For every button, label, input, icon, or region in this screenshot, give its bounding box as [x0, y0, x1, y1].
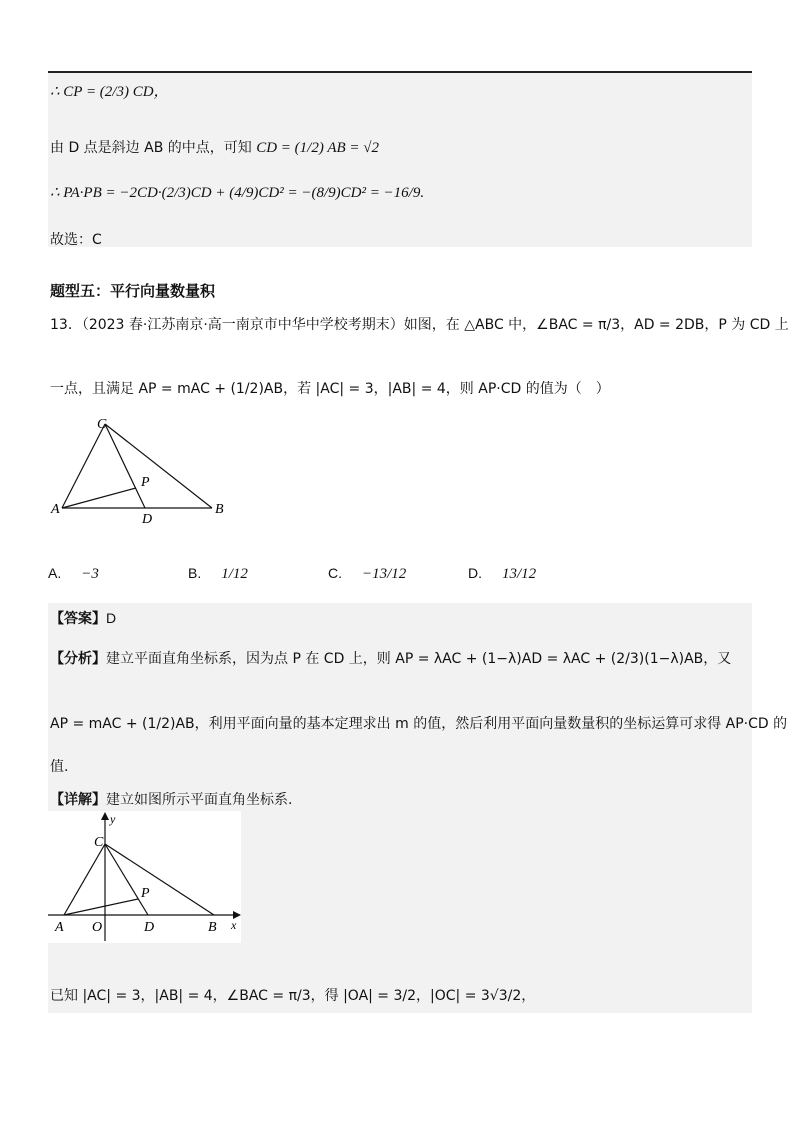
option-d-value: 13/12 — [502, 566, 537, 582]
detail-given-line: 已知 |AC| = 3，|AB| = 4，∠BAC = π/3，得 |OA| = 3/2，|OC| = 3√3/2， — [50, 988, 536, 1004]
option-d[interactable] — [468, 565, 536, 583]
prev-solution-line2 — [50, 137, 379, 157]
detail-label: 【详解】 — [50, 792, 106, 808]
label-b: B — [215, 502, 224, 517]
label-c: C — [97, 417, 107, 432]
coordinate-figure — [48, 811, 241, 943]
option-c[interactable] — [328, 565, 406, 583]
label-p: P — [141, 475, 150, 490]
prev-solution-line2-text: 由 D 点是斜边 AB 的中点，可知 — [50, 140, 252, 156]
label-y: y — [110, 812, 116, 826]
analysis-line1 — [50, 648, 731, 668]
detail-text: 建立如图所示平面直角坐标系. — [106, 792, 293, 808]
label-a: A — [55, 920, 64, 935]
label-d: D — [144, 920, 155, 935]
side-cb — [105, 424, 212, 508]
label-d: D — [142, 512, 153, 524]
option-b[interactable] — [188, 565, 248, 583]
analysis-label: 【分析】 — [50, 651, 106, 667]
option-a[interactable] — [48, 565, 99, 583]
label-x: x — [231, 918, 237, 932]
option-a-letter: A. — [48, 565, 62, 581]
segment-ap — [64, 899, 138, 915]
option-d-letter: D. — [468, 565, 482, 581]
problem-text1: （2023 春·江苏南京·高一南京市中华中学校考期末）如图，在 △ABC 中，∠BAC = π/3，AD = 2DB，P 为 CD 上 — [81, 317, 789, 333]
label-p: P — [141, 886, 150, 901]
prev-solution-choice: 故选：C — [50, 232, 102, 248]
prev-solution-line1: ∴ CP = (2/3) CD， — [50, 84, 169, 100]
side-ac — [62, 424, 105, 508]
analysis-text1: 建立平面直角坐标系，因为点 P 在 CD 上，则 AP = λAC + (1−λ)AD = λAC + (2/3)(1−λ)AB，又 — [106, 651, 732, 667]
option-c-value: −13/12 — [362, 566, 407, 582]
segment-cd — [105, 424, 145, 508]
side-ac — [64, 844, 105, 915]
answer-label: 【答案】 — [50, 611, 106, 627]
option-a-value: −3 — [81, 566, 99, 582]
section-title: 题型五：平行向量数量积 — [50, 282, 216, 300]
problem-line2: 一点，且满足 AP = mAC + (1/2)AB，若 |AC| = 3，|AB| = 4，则 AP·CD 的值为（ ） — [50, 381, 610, 397]
side-cb — [105, 844, 214, 915]
y-axis-arrow-icon — [101, 812, 109, 820]
option-b-value: 1/12 — [221, 566, 248, 582]
triangle-figure — [48, 412, 238, 524]
option-c-letter: C. — [328, 565, 342, 581]
label-b: B — [208, 920, 217, 935]
problem-number: 13． — [50, 317, 82, 333]
segment-ap — [62, 488, 136, 508]
label-a: A — [51, 502, 60, 517]
problem-line1 — [50, 314, 789, 334]
prev-solution-line3: ∴ PA·PB = −2CD·(2/3)CD + (4/9)CD² = −(8/9)CD² = −16/9. — [50, 185, 425, 201]
label-c: C — [94, 835, 104, 850]
prev-solution-line2-math: CD = (1/2) AB = √2 — [256, 140, 379, 156]
detail-line — [50, 789, 292, 809]
analysis-line3: 值. — [50, 759, 69, 775]
answer-line — [50, 608, 116, 628]
label-o: O — [92, 920, 103, 935]
option-b-letter: B. — [188, 565, 202, 581]
answer-value: D — [106, 610, 117, 626]
analysis-line2: AP = mAC + (1/2)AB，利用平面向量的基本定理求出 m 的值，然后利用平面向量数量积的坐标运算可求得 AP·CD 的 — [50, 716, 788, 732]
